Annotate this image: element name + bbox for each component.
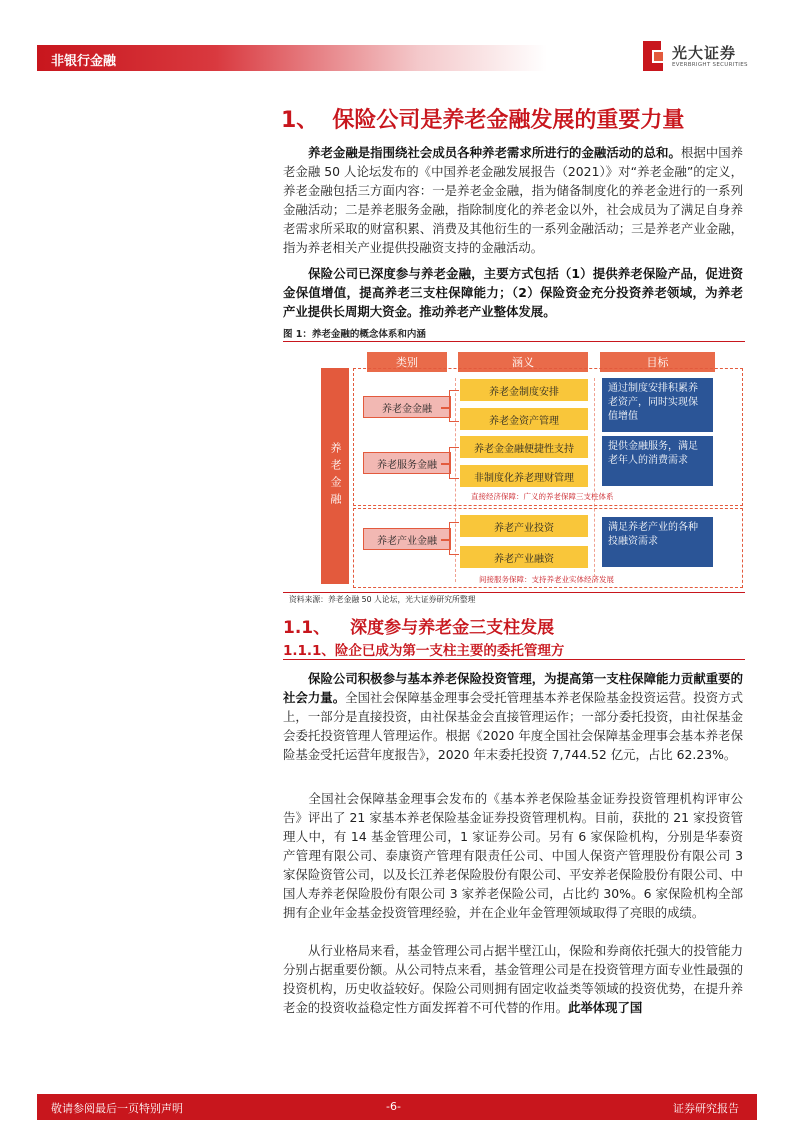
paragraph-4 <box>283 789 743 922</box>
meaning-industry-investment: 养老产业投资 <box>460 515 588 537</box>
connector <box>441 463 449 465</box>
logo-text-en: EVERBRIGHT SECURITIES <box>672 62 748 68</box>
meaning-industry-financing: 养老产业融资 <box>460 546 588 568</box>
bracket <box>449 447 459 479</box>
paragraph-2 <box>283 264 743 321</box>
figure-rule-bottom <box>283 592 745 593</box>
meaning-convenience-support: 养老金金融便捷性支持 <box>460 436 588 458</box>
bracket <box>449 390 459 422</box>
paragraph-5-text: 从行业格局来看，基金管理公司占据半壁江山，保险和券商依托强大的投管能力分别占据重要份额。从公司特点来看，基金管理公司是在投资管理方面专业性最强的投资机构，历史收益较好。保险公司则拥有固定收益类等领域的投资优势，在提升养老金的投资收益稳定性方面发挥着不可代替的作用。 <box>283 943 743 1015</box>
concept-diagram <box>283 344 745 590</box>
meaning-asset-management: 养老金资产管理 <box>460 408 588 430</box>
goal-service: 提供金融服务，满足老年人的消费需求 <box>602 436 713 486</box>
col-header-goal: 目标 <box>600 352 715 372</box>
meaning-system-arrangement: 养老金制度安排 <box>460 379 588 401</box>
paragraph-5 <box>283 941 743 1017</box>
footer-report-type: 证券研究报告 <box>673 1102 739 1115</box>
heading-3-rule <box>283 659 745 660</box>
paragraph-1-bold: 养老金融是指围绕社会成员各种养老需求所进行的金融活动的总和。 <box>308 145 681 160</box>
heading-1-number: 1、 <box>281 108 319 133</box>
caption-indirect: 间接服务保障：支持养老业实体经济发展 <box>479 575 614 584</box>
paragraph-3 <box>283 669 743 764</box>
goal-pension-fund: 通过制度安排积累养老资产，同时实现保值增值 <box>602 378 713 432</box>
paragraph-3-text: 全国社会保障基金理事会受托管理基本养老保险基金投资运营。投资方式上，一部分是直接投资，由社保基金会直接管理运作；一部分委托投资，由社保基金会委托投资管理人管理运作。根据《2020 年度全国社会保障基金理事会基本养老保险基金受托运营年度报告》，2020 年末委托投资 7,744.52 亿元，占比 62.23%。 <box>283 690 744 762</box>
category-industry-finance: 养老产业金融 <box>363 528 451 550</box>
col-header-category: 类别 <box>367 352 447 372</box>
paragraph-4-text: 全国社会保障基金理事会发布的《基本养老保险基金证券投资管理机构评审公告》评出了 21 家基本养老保险基金证券投资管理机构。目前，获批的 21 家投资管理人中，有 14 基金管理公司，1 家证券公司。另有 6 家保险机构，分别是华泰资产管理有限公司、泰康资产管理有限责任公司、中国人保资产管理股份有限公司 3 家保险资管公司，以及长江养老保险股份有限公司、平安养老保险股份有限公司、中国人寿养老保险股份有限公司 3 家养老保险公司，占比约 30%。6 家保险机构全部拥有企业年金基金投资管理经验，并在企业年金管理领域取得了亮眼的成绩。 <box>283 791 743 920</box>
figure-rule-top <box>283 341 745 342</box>
paragraph-3-bold: 保险公司积极参与基本养老保险投资管理，为提高第一支柱保障能力贡献重要的社会力量。 <box>283 671 743 705</box>
heading-3: 1.1.1、险企已成为第一支柱主要的委托管理方 <box>283 643 565 659</box>
side-label-pension-finance: 养老金融 <box>321 368 349 584</box>
brand-logo <box>641 41 761 73</box>
category-pension-fund-finance: 养老金金融 <box>363 396 451 418</box>
connector <box>441 407 449 409</box>
paragraph-1-text: 根据中国养老金融 50 人论坛发布的《中国养老金融发展报告（2021）》对“养老金融”的定义，养老金融包括三方面内容：一是养老金金融，指为储备制度化的养老金进行的一系列金融活动；二是养老服务金融，指除制度化的养老金以外，社会成员为了满足自身养老需求所采取的财富积累、消费及其他衍生的一系列金融活动；三是养老产业金融，指为养老相关产业提供投融资支持的金融活动。 <box>283 145 744 255</box>
col-header-meaning: 涵义 <box>458 352 588 372</box>
bracket <box>449 522 459 555</box>
category-service-finance: 养老服务金融 <box>363 452 451 474</box>
heading-1-text: 保险公司是养老金融发展的重要力量 <box>332 108 685 133</box>
figure-title: 图 1：养老金融的概念体系和内涵 <box>283 329 426 340</box>
meaning-non-institutional-wealth: 非制度化养老理财管理 <box>460 465 588 487</box>
footer-page-number: -6- <box>386 1100 401 1113</box>
connector <box>441 539 449 541</box>
heading-1 <box>281 103 684 134</box>
paragraph-5-bold-tail: 此举体现了国 <box>567 1000 643 1015</box>
footer-bar <box>37 1094 757 1120</box>
logo-text-cn: 光大证券 <box>672 44 737 62</box>
logo-mark-icon <box>641 41 665 71</box>
heading-2-text: 深度参与养老金三支柱发展 <box>350 618 555 638</box>
footer-disclaimer: 敬请参阅最后一页特别声明 <box>51 1102 183 1115</box>
paragraph-1 <box>283 143 743 257</box>
figure-source: 资料来源：养老金融 50 人论坛，光大证券研究所整理 <box>289 595 476 604</box>
section-label: 非银行金融 <box>51 54 117 69</box>
heading-2-number: 1.1、 <box>283 618 331 638</box>
caption-direct: 直接经济保障：广义的养老保障三支柱体系 <box>471 492 614 501</box>
paragraph-2-bold: 保险公司已深度参与养老金融，主要方式包括（1）提供养老保险产品，促进资金保值增值，提高养老三支柱保障能力；（2）保险资金充分投资养老领域，为养老产业提供长周期大资金。推动养老产业整体发展。 <box>283 266 743 319</box>
goal-industry: 满足养老产业的各种投融资需求 <box>602 517 713 567</box>
heading-2 <box>283 613 554 638</box>
